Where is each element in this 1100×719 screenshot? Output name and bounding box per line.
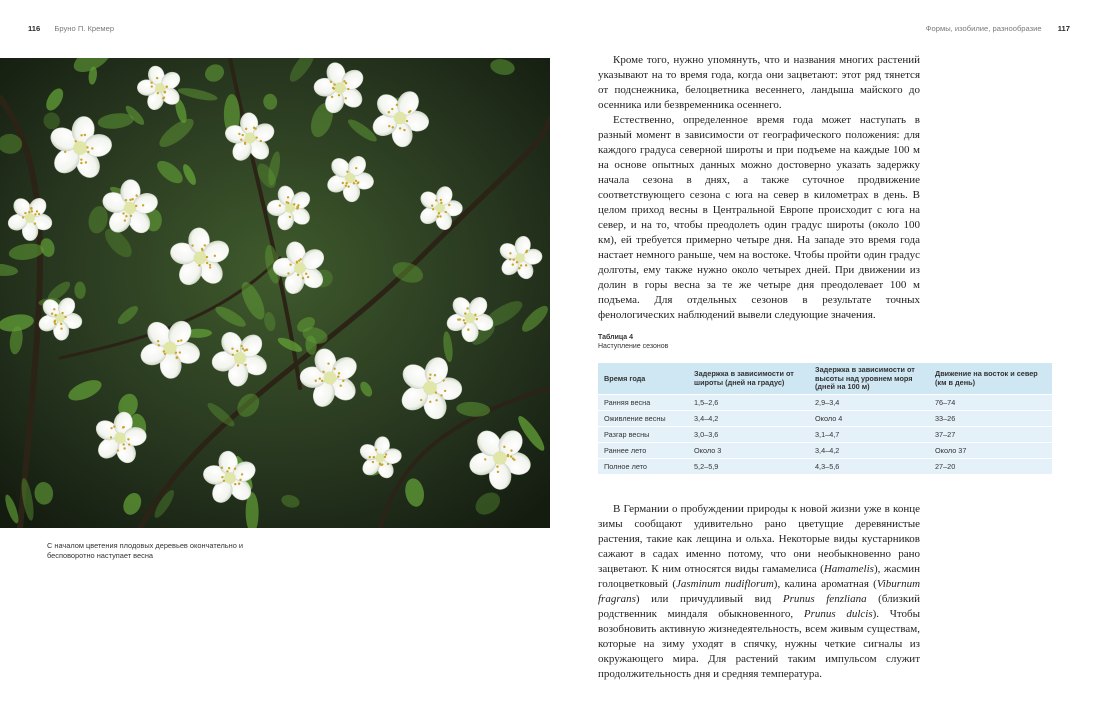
stamen (175, 357, 177, 359)
stamen (279, 204, 281, 206)
stamen (466, 307, 468, 309)
stamen (342, 182, 344, 184)
stamen (525, 251, 527, 253)
stamen (448, 204, 450, 206)
stamen (157, 92, 159, 94)
stamen (206, 256, 208, 258)
text-run: В Германии о пробуждении природы к новой жизни уже в конце зимы сообщают удивительно рано цветущие деревянистые растения, такие как лещина и ольха. Некоторые виды кустарников сажают в садах именно потому, что они необыкновенно рано зацветают. К ним относятся виды гамамелиса ( (598, 503, 920, 575)
table-cell: 76–74 (929, 394, 1052, 410)
stamen (512, 263, 514, 265)
latin-name: Viburnum fragrans (598, 578, 921, 605)
table-cell: Раннее лето (598, 442, 688, 458)
stamen (209, 266, 211, 268)
stamen (38, 213, 40, 215)
body-text-bottom (598, 502, 920, 682)
stamen (125, 215, 127, 217)
stamen (142, 204, 144, 206)
blossom-center (465, 313, 475, 323)
stamen (399, 127, 401, 129)
stamen (330, 81, 332, 83)
stamen (497, 471, 499, 473)
stamen (300, 258, 302, 260)
stamen (510, 455, 512, 457)
stamen (129, 199, 131, 201)
stamen (388, 111, 390, 113)
table-header-row (598, 363, 1052, 394)
stamen (484, 458, 486, 460)
stamen (221, 476, 223, 478)
table-cell: 3,0–3,6 (688, 426, 809, 442)
stamen (64, 316, 66, 318)
stamen (319, 378, 321, 380)
stamen (307, 276, 309, 278)
chapter-title: Формы, изобилие, разнообразие (925, 24, 1042, 33)
table-cell: Около 4 (809, 410, 929, 426)
latin-name: Jasminum nudiflorum (676, 578, 774, 590)
stamen (240, 138, 242, 140)
stamen (209, 264, 211, 266)
table-cell: 3,4–4,2 (688, 410, 809, 426)
stamen (321, 380, 323, 382)
stamen (420, 399, 422, 401)
stamen (445, 211, 447, 213)
table-caption (598, 333, 668, 351)
stamen (228, 467, 230, 469)
stamen (509, 258, 511, 260)
stamen (260, 140, 262, 142)
stamen (241, 473, 243, 475)
column-header: Движение на восток и север (км в день) (929, 363, 1052, 394)
stamen (463, 319, 465, 321)
stamen (80, 134, 82, 136)
stamen (156, 77, 158, 79)
stamen (238, 483, 240, 485)
stamen (388, 125, 390, 127)
page-header-left (28, 24, 114, 33)
stamen (231, 348, 233, 350)
stamen (254, 127, 256, 129)
stamen (239, 479, 241, 481)
stamen (503, 446, 505, 448)
stamen (287, 272, 289, 274)
table-cell: 37–27 (929, 426, 1052, 442)
page-header-right (926, 24, 1070, 33)
stamen (373, 456, 375, 458)
blossom-center (394, 112, 407, 125)
stamen (315, 380, 317, 382)
stamen (198, 264, 200, 266)
text-run: ) или причудливый вид (635, 593, 783, 605)
stamen (438, 212, 440, 214)
stamen (124, 219, 126, 221)
stamen (439, 215, 441, 217)
stamen (206, 262, 208, 264)
stamen (297, 204, 299, 206)
stamen (64, 151, 66, 153)
stamen (122, 443, 124, 445)
table-cell: Около 3 (688, 442, 809, 458)
stamen (150, 82, 152, 84)
stamen (123, 447, 125, 449)
photo-caption: С началом цветения плодовых деревьев окончательно и бесповоротно наступает весна (47, 541, 244, 560)
stamen (467, 329, 469, 331)
stamen (30, 207, 32, 209)
paragraph: Естественно, определенное время года может наступать в разный момент в зависимости от географического положения: для каждого градуса северной широты и при подъеме на каждые 100 м на основе опытных данных можно достоверно указать задержку начала сезона в днях, а также суточное продвижение соответствующего сезона с юга на север в километрах в день. В целом приход весны в Центральной Европе происходит с юга на север, и на то, чтобы преодолеть один градус широты (около 100 км), ей требуется примерно четыре дня. На западе это время года настает немного раньше, чем на востоке. Чтобы пройти один градус долготы, ему также нужно около четырех дней. При движении из долин в горы весна за те же четыре дня преодолевает 100 м подъема. Для отдельных сезонов в результате точных фенологических наблюдений вывели следующие значения. (598, 114, 920, 321)
stamen (440, 199, 442, 201)
stamen (509, 252, 511, 254)
blossom-illustration (0, 58, 550, 528)
stamen (286, 201, 288, 203)
stamen (165, 85, 167, 87)
right-page-number: 117 (1057, 24, 1070, 33)
stamen (36, 210, 38, 212)
blossom-center (124, 202, 136, 214)
stamen (242, 134, 244, 136)
stamen (54, 323, 56, 325)
stamen (442, 379, 444, 381)
stamen (158, 344, 160, 346)
stamen (429, 377, 431, 379)
stamen (236, 350, 238, 352)
stamen (110, 436, 112, 438)
blossom-center (224, 472, 236, 484)
stamen (338, 372, 340, 374)
latin-name: Prunus dulcis (803, 608, 873, 620)
stamen (175, 351, 177, 353)
table-cell: Ранняя весна (598, 394, 688, 410)
stamen (157, 340, 159, 342)
stamen (234, 468, 236, 470)
stamen (289, 216, 291, 218)
stamen (125, 199, 127, 201)
blossom-center (155, 83, 165, 93)
column-header: Задержка в зависимости от широты (дней на градус) (688, 363, 809, 394)
stamen (406, 120, 408, 122)
blossom-center (435, 203, 445, 213)
blossom-center (493, 451, 507, 465)
latin-name: Prunus fenzliana (782, 593, 867, 605)
stamen (375, 449, 377, 451)
stamen (347, 185, 349, 187)
text-run: ). Чтобы возобновить активную жизнедеятельность, всем живым существам, которые на зиму уходят в спячку, нужны четкие сигналы из окружающего мира. Для растений таким импульсом служит продолжительность дня и средняя температура. (598, 608, 920, 680)
stamen (391, 108, 393, 110)
stamen (60, 323, 62, 325)
stamen (162, 97, 164, 99)
stamen (87, 151, 89, 153)
stamen (34, 223, 36, 225)
stamen (179, 351, 181, 353)
stamen (392, 126, 394, 128)
table-row (598, 458, 1052, 474)
stamen (242, 348, 244, 350)
stamen (518, 267, 520, 269)
stamen (297, 206, 299, 208)
table-cell: 3,1–4,7 (809, 426, 929, 442)
stamen (244, 364, 246, 366)
stamen (297, 274, 299, 276)
body-text-top (598, 53, 920, 323)
stamen (244, 143, 246, 145)
table-cell: 1,5–2,6 (688, 394, 809, 410)
blossom-center (193, 251, 206, 264)
stamen (513, 459, 515, 461)
stamen (434, 374, 436, 376)
stamen (520, 264, 522, 266)
stamen (24, 212, 26, 214)
stamen (345, 182, 347, 184)
table-row (598, 410, 1052, 426)
stamen (355, 167, 357, 169)
stamen (110, 427, 112, 429)
stamen (22, 216, 24, 218)
stamen (513, 258, 515, 260)
stamen (223, 480, 225, 482)
stamen (340, 384, 342, 386)
stamen (84, 134, 86, 136)
stamen (525, 264, 527, 266)
stamen (237, 364, 239, 366)
stamen (510, 449, 512, 451)
stamen (201, 249, 203, 251)
table-row (598, 426, 1052, 442)
stamen (435, 199, 437, 201)
stamen (122, 212, 124, 214)
stamen (429, 401, 431, 403)
stamen (204, 244, 206, 246)
table-cell: 33–26 (929, 410, 1052, 426)
stamen (31, 210, 33, 212)
stamen (34, 213, 36, 215)
blossom-center (324, 372, 337, 385)
stamen (289, 263, 291, 265)
stamen (507, 455, 509, 457)
stamen (474, 314, 476, 316)
table-cell: 4,3–5,6 (809, 458, 929, 474)
stamen (496, 465, 498, 467)
stamen (384, 456, 386, 458)
text-run: ), калина ароматная ( (773, 578, 877, 590)
stamen (287, 196, 289, 198)
column-header: Задержка в зависимости от высоты над уровнем моря (дней на 100 м) (809, 363, 929, 394)
stamen (85, 161, 87, 163)
stamen (177, 340, 179, 342)
table-cell: Разгар весны (598, 426, 688, 442)
stamen (432, 208, 434, 210)
paragraph: Кроме того, нужно упомянуть, что и названия многих растений указывают на то время года, когда они зацветают: этот ряд тянется от подснежника, белоцветника весеннего, ландыша майского до осенника или безвременника осеннего. (598, 54, 920, 111)
blossom-center (73, 141, 87, 155)
stamen (457, 318, 459, 320)
stamen (385, 453, 387, 455)
stamen (28, 211, 30, 213)
blossom-center (245, 133, 256, 144)
blossom-center (234, 352, 246, 364)
blossom-center (345, 173, 355, 183)
stamen (232, 354, 234, 356)
stamen (372, 461, 374, 463)
stamen (180, 339, 182, 341)
stamen (333, 87, 335, 89)
table-row (598, 442, 1052, 458)
stamen (396, 104, 398, 106)
stamen (214, 255, 216, 257)
table-label: Таблица 4 (598, 334, 634, 341)
stamen (53, 308, 55, 310)
stamen (345, 82, 347, 84)
stamen (191, 244, 193, 246)
stamen (74, 140, 76, 142)
stamen (128, 443, 130, 445)
stamen (369, 456, 371, 458)
stamen (164, 353, 166, 355)
stamen (163, 350, 165, 352)
stamen (337, 375, 339, 377)
blossom-center (163, 341, 176, 354)
table-cell: 2,9–3,4 (809, 394, 929, 410)
text-run: ), жасмин голоцветковый ( (598, 563, 921, 590)
table-cell: 3,4–4,2 (809, 442, 929, 458)
stamen (379, 463, 381, 465)
stamen (343, 80, 345, 82)
stamen (54, 320, 56, 322)
stamen (117, 449, 119, 451)
text-run: (близкий родственник миндаля обыкновенного, (598, 593, 920, 620)
paragraph (598, 502, 920, 682)
stamen (60, 328, 62, 330)
stamen (435, 399, 437, 401)
stamen (86, 146, 88, 148)
author-name: Бруно П. Кремер (54, 24, 115, 33)
table-cell: Около 37 (929, 442, 1052, 458)
blossom-center (294, 262, 306, 274)
stamen (54, 314, 56, 316)
stamen (113, 425, 115, 427)
blossom-center (375, 453, 384, 462)
seasons-table (598, 363, 1052, 474)
stamen (243, 349, 245, 351)
stamen (435, 391, 437, 393)
stamen (403, 129, 405, 131)
blossom-center (25, 213, 35, 223)
stamen (331, 96, 333, 98)
stamen (353, 182, 355, 184)
stamen (122, 426, 124, 428)
stamen (516, 261, 518, 263)
stamen (296, 261, 298, 263)
stamen (131, 198, 133, 200)
stamen (476, 318, 478, 320)
blossom-photo (0, 58, 550, 528)
stamen (80, 158, 82, 160)
stamen (51, 313, 53, 315)
stamen (355, 180, 357, 182)
stamen (163, 91, 165, 93)
stamen (238, 133, 240, 135)
blossom-center (114, 432, 125, 443)
stamen (345, 185, 347, 187)
blossom-center (334, 82, 345, 93)
stamen (221, 467, 223, 469)
stamen (338, 94, 340, 96)
stamen (255, 136, 257, 138)
left-page-number: 116 (28, 24, 41, 33)
table-cell: Полное лето (598, 458, 688, 474)
table-title: Наступление сезонов (598, 343, 669, 350)
stamen (130, 215, 132, 217)
latin-name: Hamamelis (823, 563, 874, 575)
stamen (347, 88, 349, 90)
stamen (409, 110, 411, 112)
stamen (345, 97, 347, 99)
stamen (302, 277, 304, 279)
stamen (346, 171, 348, 173)
stamen (333, 83, 335, 85)
table-row (598, 394, 1052, 410)
stamen (429, 373, 431, 375)
stamen (327, 362, 329, 364)
stamen (234, 483, 236, 485)
stamen (444, 390, 446, 392)
stamen (135, 194, 137, 196)
stamen (293, 203, 295, 205)
stamen (464, 322, 466, 324)
column-header: Время года (598, 363, 688, 394)
stamen (135, 205, 137, 207)
table-cell: 5,2–5,9 (688, 458, 809, 474)
stamen (127, 438, 129, 440)
stamen (357, 181, 359, 183)
stamen (333, 368, 335, 370)
table-cell: Оживление весны (598, 410, 688, 426)
stamen (437, 215, 439, 217)
stamen (245, 128, 247, 130)
stamen (305, 273, 307, 275)
table-cell: 27–20 (929, 458, 1052, 474)
stamen (61, 312, 63, 314)
stamen (387, 463, 389, 465)
stamen (151, 85, 153, 87)
stamen (440, 202, 442, 204)
stamen (431, 205, 433, 207)
stamen (381, 463, 383, 465)
stamen (322, 371, 324, 373)
stamen (464, 312, 466, 314)
stamen (91, 147, 93, 149)
stamen (226, 470, 228, 472)
stamen (342, 380, 344, 382)
stamen (80, 162, 82, 164)
stamen (240, 345, 242, 347)
stamen (440, 394, 442, 396)
